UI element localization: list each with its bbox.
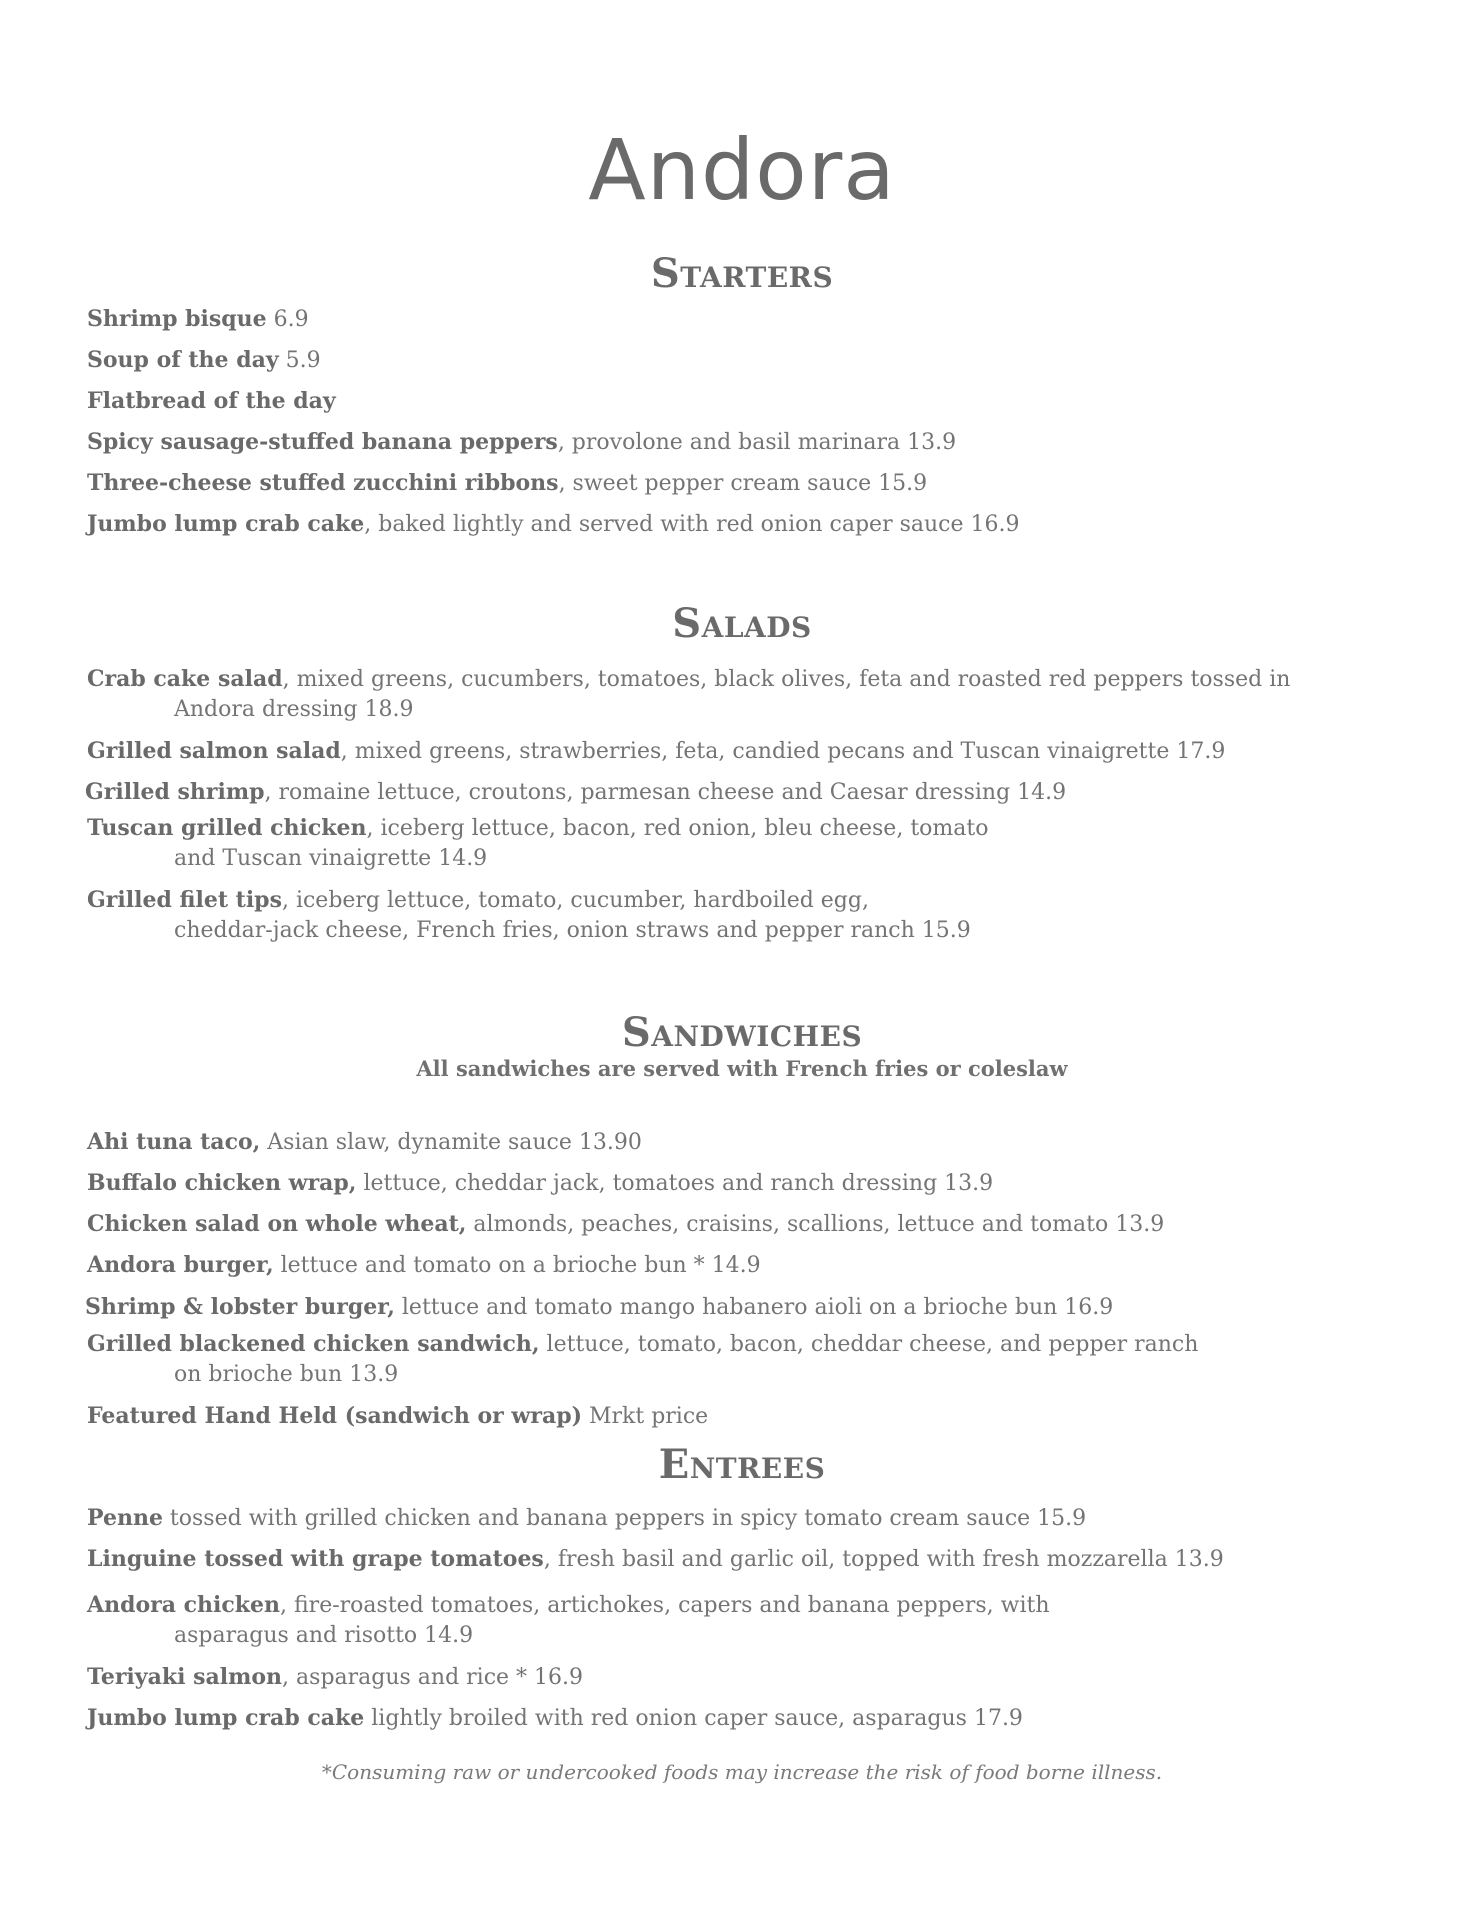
menu-item — [85, 777, 1415, 808]
item-description: almonds, peaches, craisins, scallions, lettuce and tomato 13.9 — [466, 1212, 1165, 1237]
menu-item — [87, 813, 1417, 874]
item-description: , romaine lettuce, croutons, parmesan cheese and Caesar dressing 14.9 — [264, 780, 1067, 805]
item-description: lettuce and tomato mango habanero aioli on a brioche bun 16.9 — [394, 1295, 1114, 1320]
item-description: Mrkt price — [582, 1404, 709, 1429]
item-description-continued: asparagus and risotto 14.9 — [174, 1623, 474, 1648]
item-description: , mixed greens, strawberries, feta, candied pecans and Tuscan vinaigrette 17.9 — [340, 739, 1226, 764]
item-description: 5.9 — [278, 348, 321, 373]
item-name: Grilled shrimp — [85, 779, 265, 805]
menu-item — [87, 664, 1417, 725]
item-description: lettuce and tomato on a brioche bun * 14.9 — [273, 1253, 761, 1278]
item-description-continued: Andora dressing 18.9 — [174, 697, 414, 722]
menu-item — [87, 1168, 1417, 1199]
item-name: Soup of the day — [87, 347, 279, 373]
item-name: Crab cake salad — [87, 666, 283, 692]
sandwiches-note: All sandwiches are served with French fries or coleslaw — [416, 1056, 1068, 1081]
item-name: Spicy sausage-stuffed banana peppers — [87, 429, 558, 455]
menu-item — [87, 1544, 1417, 1575]
item-name: Grilled filet tips — [87, 887, 282, 913]
item-description: tossed with grilled chicken and banana peppers in spicy tomato cream sauce 15.9 — [162, 1506, 1087, 1531]
menu-item — [87, 509, 1417, 540]
menu-item — [87, 1209, 1417, 1240]
sandwiches-heading: Sandwiches — [621, 1009, 863, 1056]
item-name: Ahi tuna taco, — [87, 1129, 261, 1155]
entrees-heading: Entrees — [658, 1441, 826, 1488]
item-name: Grilled salmon salad — [87, 738, 341, 764]
item-description: , sweet pepper cream sauce 15.9 — [558, 471, 928, 496]
item-description: Asian slaw, dynamite sauce 13.90 — [260, 1130, 642, 1155]
item-name: Tuscan grilled chicken — [87, 815, 367, 841]
item-description-continued: on brioche bun 13.9 — [174, 1362, 399, 1387]
menu-item — [87, 427, 1417, 458]
menu-item — [87, 304, 1417, 335]
item-description: , iceberg lettuce, tomato, cucumber, hardboiled egg, — [281, 888, 869, 913]
menu-item — [87, 1329, 1417, 1390]
menu-item — [87, 1250, 1417, 1281]
menu-item — [87, 468, 1417, 499]
item-description: lightly broiled with red onion caper sauce, asparagus 17.9 — [364, 1706, 1023, 1731]
menu-item — [87, 1703, 1417, 1734]
menu-item — [87, 1590, 1417, 1651]
menu-item — [87, 1503, 1417, 1534]
menu-item — [85, 1292, 1415, 1323]
item-description: 6.9 — [266, 307, 309, 332]
item-description: , fresh basil and garlic oil, topped with fresh mozzarella 13.9 — [543, 1547, 1224, 1572]
menu-item — [87, 1127, 1417, 1158]
item-name: Teriyaki salmon — [87, 1664, 283, 1690]
starters-heading: Starters — [650, 250, 834, 297]
menu-item — [87, 1662, 1417, 1693]
item-description: , provolone and basil marinara 13.9 — [557, 430, 957, 455]
item-description: lettuce, tomato, bacon, cheddar cheese, and pepper ranch — [539, 1332, 1199, 1357]
item-name: Linguine tossed with grape tomatoes — [87, 1546, 544, 1572]
menu-item — [87, 736, 1417, 767]
item-description-continued: and Tuscan vinaigrette 14.9 — [174, 846, 488, 871]
item-description: , mixed greens, cucumbers, tomatoes, black olives, feta and roasted red peppers tossed in — [282, 667, 1291, 692]
menu-item — [87, 386, 1417, 417]
item-name: Jumbo lump crab cake — [87, 511, 365, 537]
menu-item — [87, 1401, 1417, 1432]
item-name: Three-cheese stuffed zucchini ribbons — [87, 470, 559, 496]
item-name: Andora burger, — [87, 1252, 274, 1278]
item-name: Andora chicken — [87, 1592, 281, 1618]
item-description: , iceberg lettuce, bacon, red onion, bleu cheese, tomato — [366, 816, 989, 841]
item-description: , fire-roasted tomatoes, artichokes, capers and banana peppers, with — [280, 1593, 1050, 1618]
item-name: Flatbread of the day — [87, 388, 336, 414]
item-description: , baked lightly and served with red onion caper sauce 16.9 — [364, 512, 1020, 537]
item-description-continued: cheddar-jack cheese, French fries, onion straws and pepper ranch 15.9 — [174, 918, 971, 943]
restaurant-name: Andora — [588, 121, 896, 219]
item-description: , asparagus and rice * 16.9 — [282, 1665, 584, 1690]
menu-item — [87, 885, 1417, 946]
food-safety-disclaimer: *Consuming raw or undercooked foods may increase the risk of food borne illness. — [321, 1760, 1163, 1784]
item-name: Shrimp bisque — [87, 306, 267, 332]
item-name: Grilled blackened chicken sandwich, — [87, 1331, 540, 1357]
salads-heading: Salads — [672, 600, 812, 647]
menu-item — [87, 345, 1417, 376]
item-name: Featured Hand Held (sandwich or wrap) — [87, 1403, 582, 1429]
item-name: Penne — [87, 1505, 163, 1531]
item-description: lettuce, cheddar jack, tomatoes and ranch dressing 13.9 — [356, 1171, 994, 1196]
item-name: Shrimp & lobster burger, — [85, 1294, 395, 1320]
item-name: Buffalo chicken wrap, — [87, 1170, 357, 1196]
item-name: Chicken salad on whole wheat, — [87, 1211, 467, 1237]
item-name: Jumbo lump crab cake — [87, 1705, 365, 1731]
